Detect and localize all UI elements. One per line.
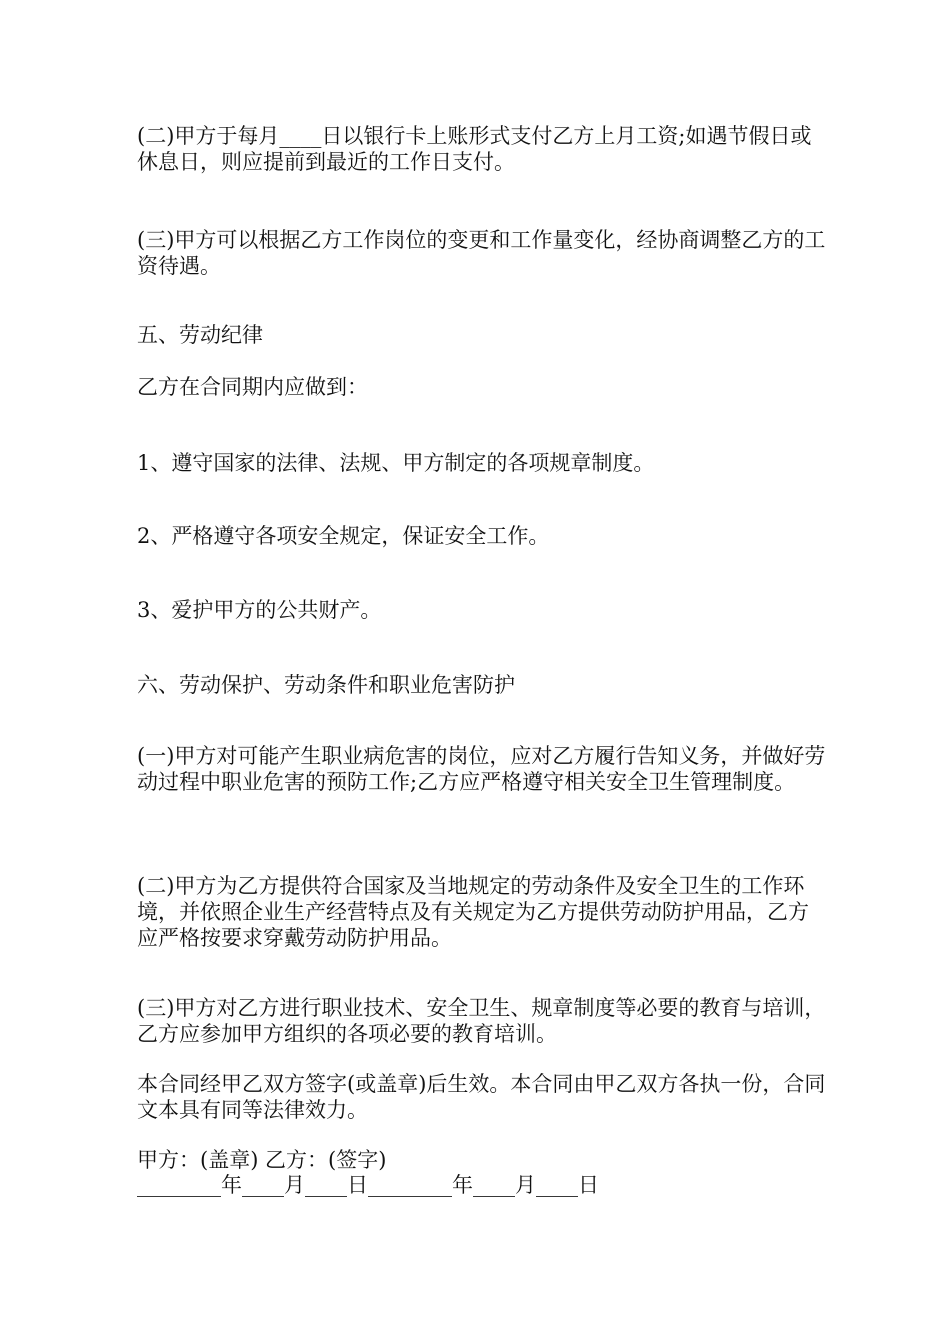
paragraph-protection-1: (一)甲方对可能产生职业病危害的岗位，应对乙方履行告知义务，并做好劳动过程中职业危害的预防工作;乙方应严格遵守相关安全卫生管理制度。 — [137, 744, 826, 794]
paragraph-intro-obligations: 乙方在合同期内应做到： — [137, 375, 368, 399]
paragraph-protection-3: (三)甲方对乙方进行职业技术、安全卫生、规章制度等必要的教育与培训，乙方应参加甲方组织的各项必要的教育培训。 — [137, 996, 826, 1046]
heading-labor-discipline: 五、劳动纪律 — [137, 323, 263, 347]
heading-labor-protection: 六、劳动保护、劳动条件和职业危害防护 — [137, 673, 515, 697]
signature-dates: ________年____月____日________年____月____日 — [137, 1173, 599, 1197]
list-item-3: 3、爱护甲方的公共财产。 — [137, 598, 382, 622]
paragraph-effectiveness: 本合同经甲乙双方签字(或盖章)后生效。本合同由甲乙双方各执一份，合同文本具有同等法律效力。 — [137, 1072, 826, 1122]
paragraph-salary-adjustment: (三)甲方可以根据乙方工作岗位的变更和工作量变化，经协商调整乙方的工资待遇。 — [137, 228, 826, 278]
paragraph-protection-2: (二)甲方为乙方提供符合国家及当地规定的劳动条件及安全卫生的工作环境，并依照企业生产经营特点及有关规定为乙方提供劳动防护用品，乙方应严格按要求穿戴劳动防护用品。 — [137, 874, 809, 950]
signature-parties: 甲方：(盖章) 乙方：(签字) — [137, 1148, 387, 1172]
paragraph-salary-payment: (二)甲方于每月____日以银行卡上账形式支付乙方上月工资;如遇节假日或休息日，则应提前到最近的工作日支付。 — [137, 124, 812, 174]
list-item-1: 1、遵守国家的法律、法规、甲方制定的各项规章制度。 — [137, 451, 655, 475]
list-item-2: 2、严格遵守各项安全规定，保证安全工作。 — [137, 524, 550, 548]
